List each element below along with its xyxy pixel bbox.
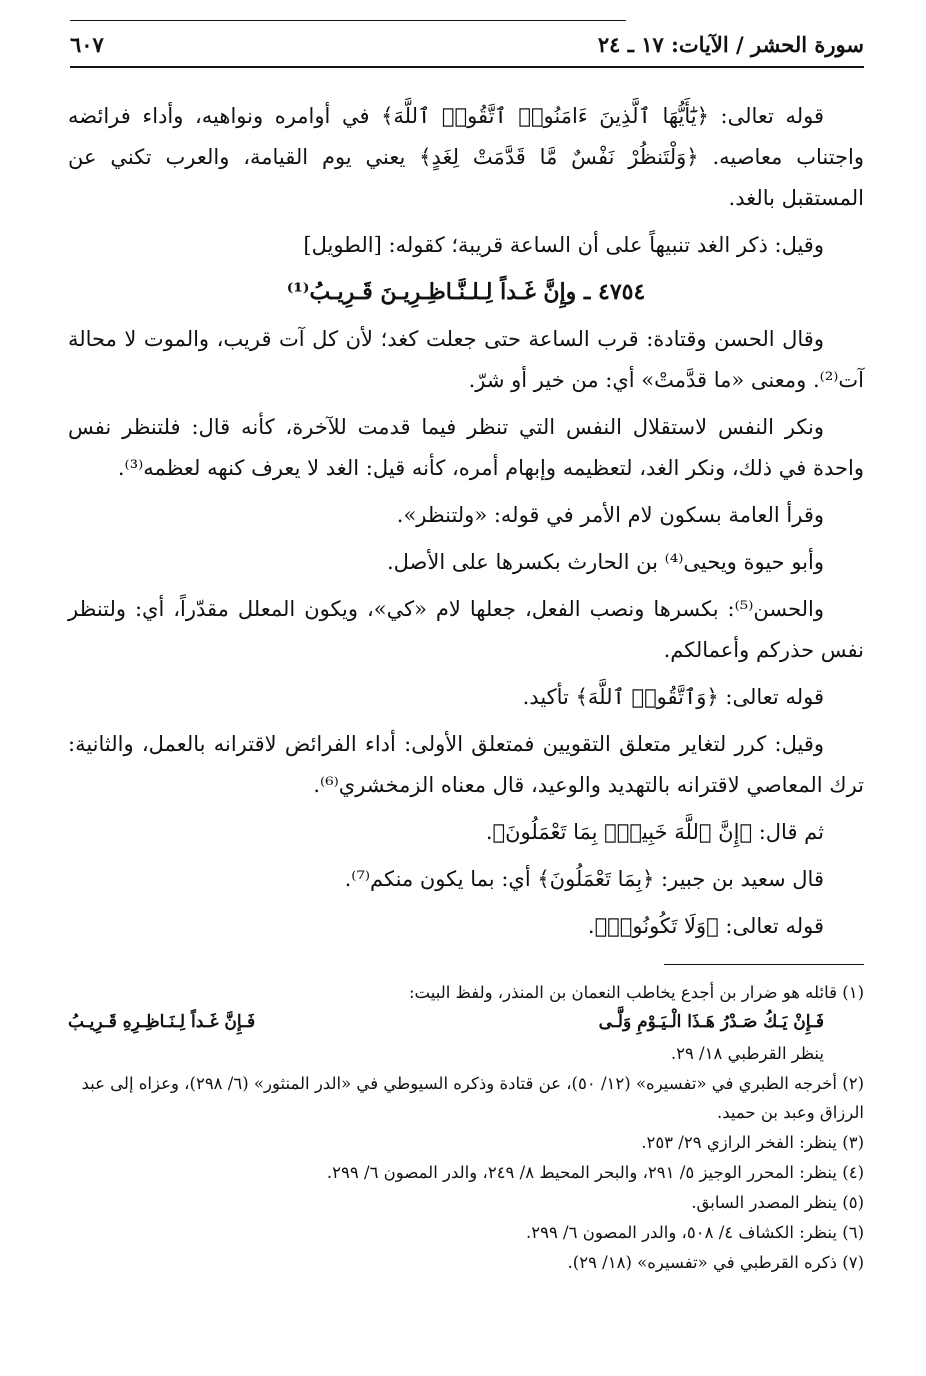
footnote-4: (٤) ينظر: المحرر الوجيز ٥/ ٢٩١، والبحر المحيط ٨/ ٢٤٩، والدر المصون ٦/ ٢٩٩.	[326, 1163, 864, 1182]
footnote-7: (٧) ذكره القرطبي في «تفسيره» (١٨/ ٢٩).	[567, 1253, 864, 1272]
paragraph: ثم قال: ﴿إِنَّ ٱللَّهَ خَبِيرٌۢ بِمَا تَعْمَلُونَ﴾.	[485, 820, 824, 844]
surah-title: سورة الحشر / الآيات: ١٧ ـ ٢٤	[597, 32, 864, 57]
paragraph: ونكر النفس لاستقلال النفس التي تنظر فيما قدمت للآخرة، كأنه قال: فلتنظر نفس واحدة في ذلك، ونكر الغد، لتعظيمه وإبهام أمره، كأنه قيل: الغد لا يعرف كنهه لعظمه⁽³⁾.	[68, 415, 864, 480]
footnote-2: (٢) أخرجه الطبري في «تفسيره» (١٢/ ٥٠)، عن قتادة وذكره السيوطي في «الدر المنثور» (٦/ ٢٩٨)، وعزاه إلى عبد الرزاق وعبد بن حميد.	[81, 1074, 864, 1122]
main-text	[68, 96, 864, 953]
paragraph: وقال الحسن وقتادة: قرب الساعة حتى جعلت كغد؛ لأن كل آت قريب، والموت لا محالة آت⁽²⁾. ومعنى «ما قدَّمتْ» أي: من خير أو شرّ.	[68, 327, 864, 392]
poetry-line: ٤٧٥٤ ـ وإِنَّ غَـداً لِـلـنَّـاظِـرِيـنَ قَـرِيـبُ⁽¹⁾	[286, 279, 646, 305]
footnotes	[68, 978, 864, 1278]
footnote-3: (٣) ينظر: الفخر الرازي ٢٩/ ٢٥٣.	[641, 1133, 864, 1152]
footnote-6: (٦) ينظر: الكشاف ٤/ ٥٠٨، والدر المصون ٦/ ٢٩٩.	[525, 1223, 864, 1242]
paragraph: وقيل: كرر لتغاير متعلق التقويين فمتعلق الأولى: أداء الفرائض لاقترانه بالعمل، والثانية: ترك المعاصي لاقترانه بالتهديد والوعيد، قال معناه الزمخشري⁽⁶⁾.	[68, 732, 864, 797]
header-divider	[70, 20, 626, 21]
footnote-divider	[664, 964, 864, 965]
paragraph: قوله تعالى: ﴿وَٱتَّقُوا۟ ٱللَّهَ﴾ تأكيد.	[522, 685, 824, 709]
paragraph: قال سعيد بن جبير: ﴿بِمَا تَعْمَلُونَ﴾ أي: بما يكون منكم⁽⁷⁾.	[344, 867, 824, 891]
verse-first-hemistich: فَـإِنْ يَـكُ صَـدْرُ هَـذَا الْـيَـوْمِ وَلَّـى	[598, 1012, 824, 1032]
paragraph: قوله تعالى: ﴿وَلَا تَكُونُوا۟﴾.	[587, 914, 824, 938]
footnote-verse	[68, 1008, 864, 1037]
paragraph: والحسن⁽⁵⁾: بكسرها ونصب الفعل، جعلها لام «كي»، ويكون المعلل مقدّراً، أي: ولتنظر نفس حذركم وأعمالكم.	[68, 597, 864, 662]
paragraph: قوله تعالى: ﴿يَٰٓأَيُّهَا ٱلَّذِينَ ءَامَنُوا۟ ٱتَّقُوا۟ ٱللَّهَ﴾ في أوامره ونواهيه، وأداء فرائضه واجتناب معاصيه. ﴿وَلْتَنظُرْ نَفْسٌ مَّا قَدَّمَتْ لِغَدٍ﴾ يعني يوم القيامة، والعرب تكني عن المستقبل بالغد.	[68, 104, 864, 210]
footnote-1-source: ينظر القرطبي ١٨/ ٢٩.	[670, 1044, 824, 1063]
page-header	[70, 30, 864, 68]
paragraph: وأبو حيوة ويحيى⁽⁴⁾ بن الحارث بكسرها على الأصل.	[386, 550, 824, 574]
footnote-1: (١) قائله هو ضرار بن أجدع يخاطب النعمان بن المنذر، ولفظ البيت:	[408, 983, 864, 1002]
paragraph: وقرأ العامة بسكون لام الأمر في قوله: «ولتنظر».	[396, 503, 824, 527]
verse-second-hemistich: فَـإِنَّ غَـداً لِـنَـاظِـرِهِ قَـرِيـبُ	[68, 1012, 256, 1032]
page-number: ٦٠٧	[70, 32, 104, 57]
paragraph: وقيل: ذكر الغد تنبيهاً على أن الساعة قريبة؛ كقوله: [الطويل]	[303, 233, 824, 257]
footnote-5: (٥) ينظر المصدر السابق.	[691, 1193, 864, 1212]
